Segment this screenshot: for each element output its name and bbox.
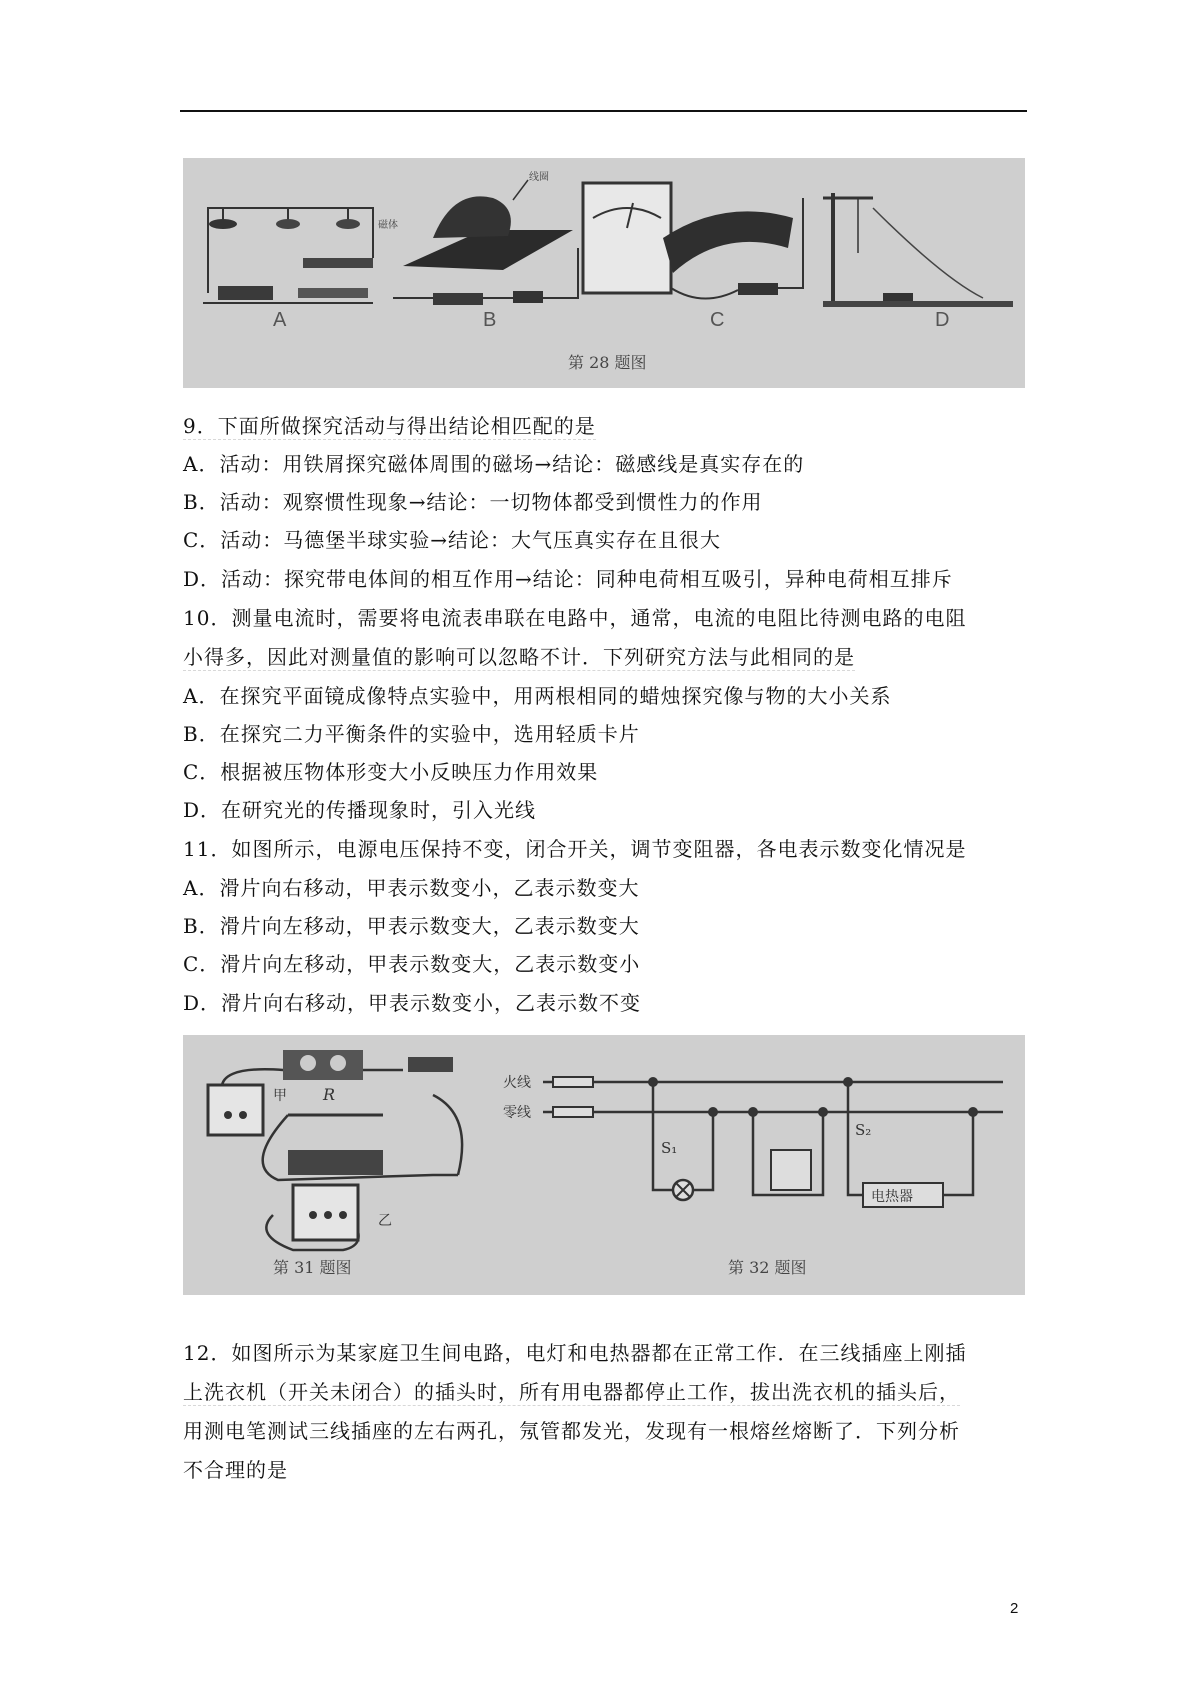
- figure-31-meter-jia-label: 甲: [273, 1088, 287, 1104]
- q10-option-d: D．在研究光的传播现象时，引入光线: [183, 798, 537, 822]
- figure-28-label-b: B: [483, 309, 497, 331]
- figure-32-live-wire-label: 火线: [503, 1075, 531, 1091]
- q10-stem-line2: 小得多，因此对测量值的影响可以忽略不计．下列研究方法与此相同的是: [183, 645, 855, 669]
- figure-28-label-coil: 线圈: [529, 172, 549, 183]
- figure-32-caption: 第 32 题图: [728, 1258, 807, 1277]
- figure-32-neutral-wire-label: 零线: [503, 1105, 531, 1121]
- q10-option-b: B．在探究二力平衡条件的实验中，选用轻质卡片: [183, 722, 640, 746]
- figure-31-caption: 第 31 题图: [273, 1258, 352, 1277]
- figure-28-drawing: [183, 158, 1025, 388]
- q11-option-b: B．滑片向左移动，甲表示数变大，乙表示数变大: [183, 914, 640, 938]
- q12-line1: 12．如图所示为某家庭卫生间电路，电灯和电热器都在正常工作．在三线插座上刚插: [183, 1341, 967, 1365]
- figure-28-caption: 第 28 题图: [568, 353, 647, 372]
- figure-31-32: [183, 1035, 1025, 1295]
- q11-option-c: C．滑片向左移动，甲表示数变大，乙表示数变小: [183, 952, 641, 976]
- q9-option-d: D．活动：探究带电体间的相互作用→结论：同种电荷相互吸引，异种电荷相互排斥: [183, 567, 953, 591]
- q9-option-b: B．活动：观察惯性现象→结论：一切物体都受到惯性力的作用: [183, 490, 763, 514]
- q11-stem: 11．如图所示，电源电压保持不变，闭合开关，调节变阻器，各电表示数变化情况是: [183, 837, 967, 861]
- figure-28-label-c: C: [710, 309, 725, 331]
- q10-stem-line1: 10．测量电流时，需要将电流表串联在电路中，通常，电流的电阻比待测电路的电阻: [183, 606, 967, 630]
- q12-line4: 不合理的是: [183, 1458, 288, 1482]
- figure-31-resistor-label: R: [323, 1085, 336, 1104]
- q9-stem: 9．下面所做探究活动与得出结论相匹配的是: [183, 414, 596, 438]
- q10-option-c: C．根据被压物体形变大小反映压力作用效果: [183, 760, 599, 784]
- q10-option-a: A．在探究平面镜成像特点实验中，用两根相同的蜡烛探究像与物的大小关系: [183, 684, 892, 708]
- figure-28-label-magnet: 磁体: [378, 220, 398, 231]
- figure-28: [183, 158, 1025, 388]
- figure-28-label-d: D: [935, 309, 950, 331]
- figure-32-switch1-label: S₁: [661, 1139, 678, 1157]
- figure-31-32-drawing: [183, 1035, 1025, 1295]
- page-number: 2: [1010, 1600, 1019, 1617]
- figure-32-switch2-label: S₂: [855, 1121, 872, 1139]
- figure-31-meter-yi-label: 乙: [378, 1213, 392, 1229]
- q12-line3: 用测电笔测试三线插座的左右两孔，氖管都发光，发现有一根熔丝熔断了．下列分析: [183, 1419, 960, 1443]
- q9-option-c: C．活动：马德堡半球实验→结论：大气压真实存在且很大: [183, 528, 722, 552]
- header-rule: [180, 110, 1027, 112]
- q12-line2: 上洗衣机（开关未闭合）的插头时，所有用电器都停止工作，拔出洗衣机的插头后，: [183, 1380, 960, 1404]
- figure-32-heater-label: 电热器: [871, 1189, 913, 1205]
- q11-option-d: D．滑片向右移动，甲表示数变小，乙表示数不变: [183, 991, 642, 1015]
- q9-option-a: A．活动：用铁屑探究磁体周围的磁场→结论：磁感线是真实存在的: [183, 452, 805, 476]
- figure-28-label-a: A: [273, 309, 287, 331]
- q11-option-a: A．滑片向右移动，甲表示数变小，乙表示数变大: [183, 876, 640, 900]
